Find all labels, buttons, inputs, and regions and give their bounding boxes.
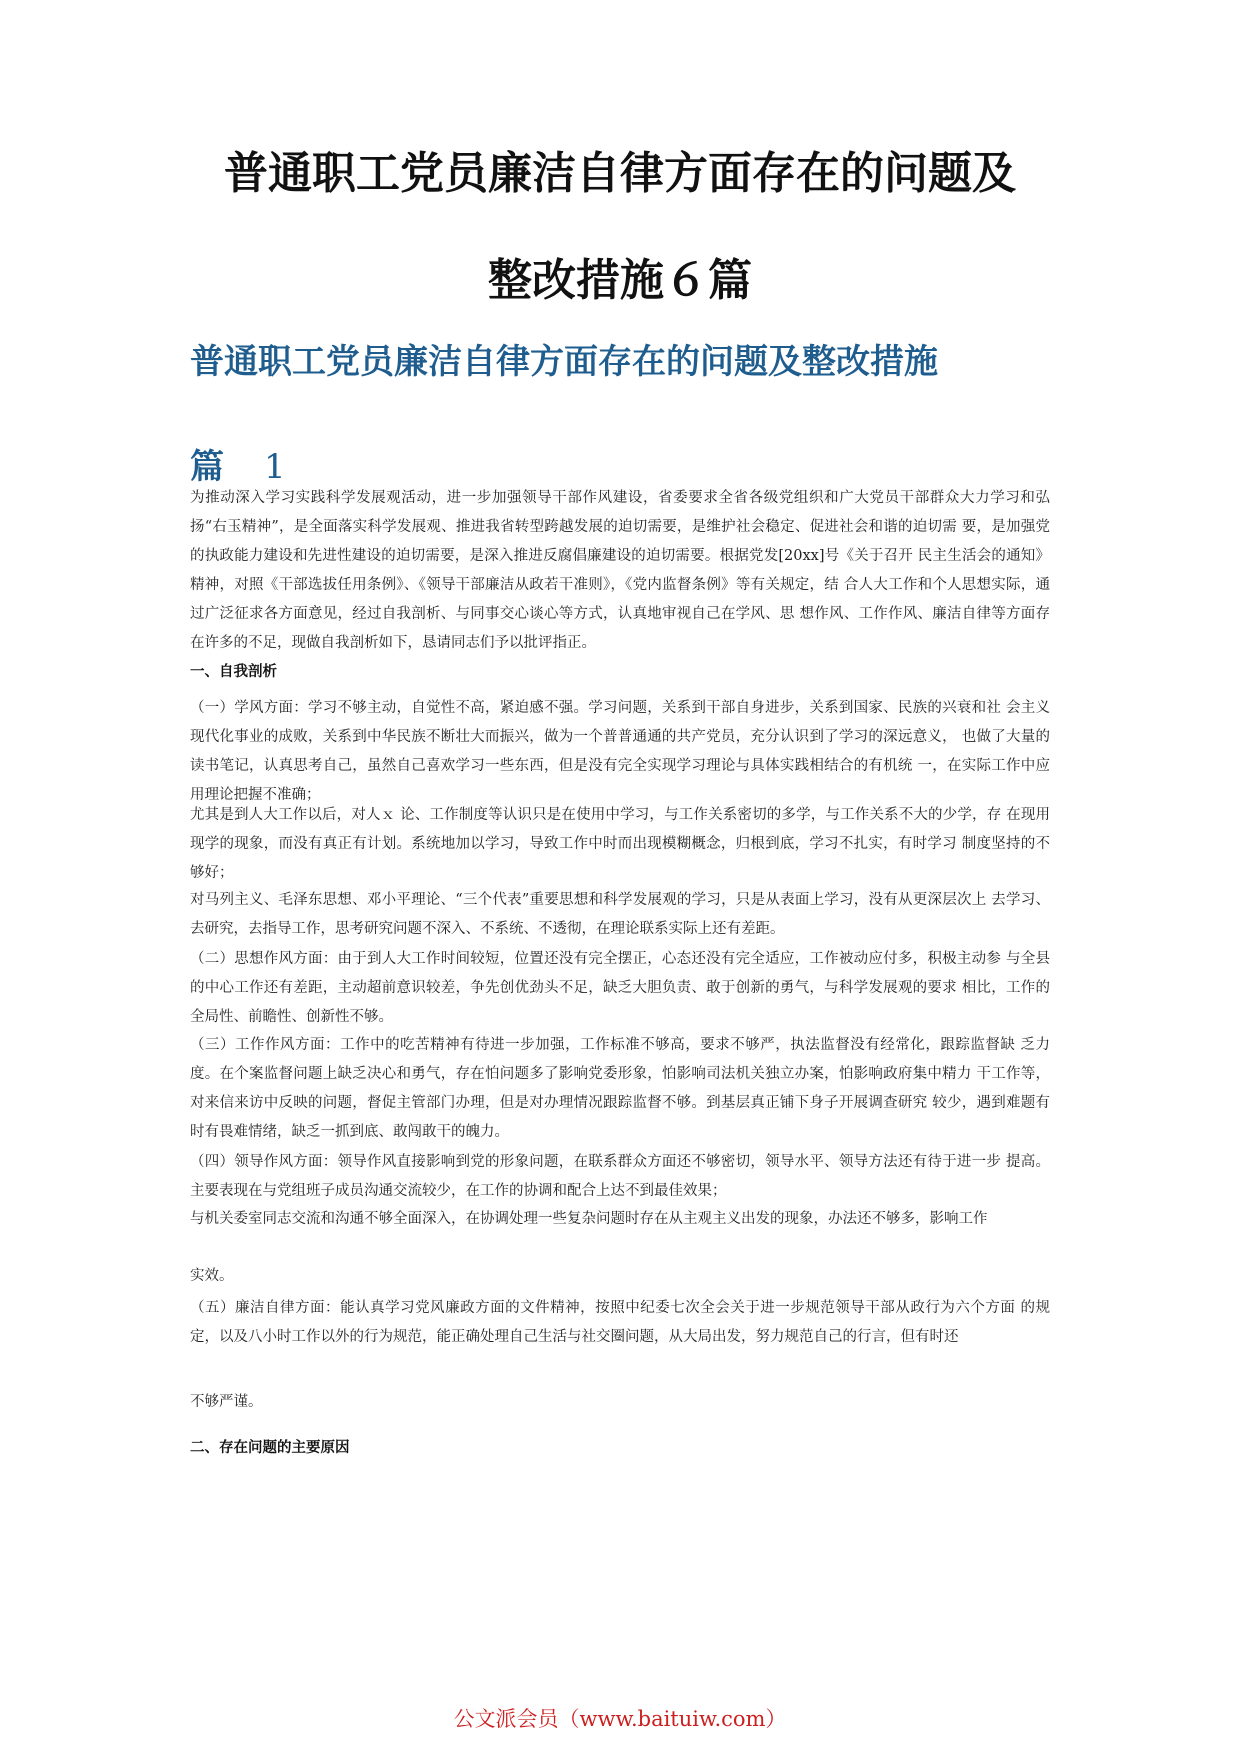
section-title: 普通职工党员廉洁自律方面存在的问题及整改措施 bbox=[190, 342, 938, 382]
document-title-line1: 普通职工党员廉洁自律方面存在的问题及 bbox=[224, 148, 1016, 199]
paragraph-study-style: （一）学风方面：学习不够主动，自觉性不高，紧迫感不强。学习问题，关系到干部自身进步，关系到国家、民族的兴衰和社 会主义现代化事业的成败，关系到中华民族不断壮大而振兴，做为一个普普通通的共产党员，充分认识到了学习的深远意义， 也做了大量的读书笔记，认真思考自己，虽然自己喜欢学习一些东西，但是没有完全实现学习理论与具体实践相结合的有机统 一，在实际工作中应用理论把握不准确； bbox=[190, 700, 1050, 803]
paragraph-communication: 与机关委室同志交流和沟通不够全面深入，在协调处理一些复杂问题时存在从主观主义出发的现象，办法还不够多，影响工作 bbox=[190, 1211, 988, 1227]
paragraph-study-detail: 尤其是到人大工作以后，对人ｘ 论、工作制度等认识只是在使用中学习，与工作关系密切的多学，与工作关系不大的少学，存 在现用现学的现象，而没有真正有计划。系统地加以学习，导致工作中时而出现模糊概念，归根到底，学习不扎实，有时学习 制度坚持的不够好； bbox=[190, 807, 1050, 881]
document-title-line2: 整改措施６篇 bbox=[488, 255, 752, 306]
section-label bbox=[190, 447, 1090, 488]
heading-self-analysis: 一、自我剖析 bbox=[190, 664, 277, 680]
paragraph-work-style: （三）工作作风方面：工作中的吃苦精神有待进一步加强，工作标准不够高，要求不够严，执法监督没有经常化，跟踪监督缺 乏力度。在个案监督问题上缺乏决心和勇气，存在怕问题多了影响党委形象，怕影响司法机关独立办案，怕影响政府集中精力 干工作等，对来信来访中反映的问题，督促主管部门办理，但是对办理情况跟踪监督不够。到基层真正铺下身子开展调查研究 较少，遇到难题有时有畏难情绪，缺乏一抓到底、敢闯敢干的魄力。 bbox=[190, 1037, 1050, 1140]
section-number: 1 bbox=[264, 447, 286, 487]
paragraph-leadership-style: （四）领导作风方面：领导作风直接影响到党的形象问题，在联系群众方面还不够密切，领导水平、领导方法还有待于进一步 提高。主要表现在与党组班子成员沟通交流较少，在工作的协调和配合上达不到最佳效果； bbox=[190, 1154, 1050, 1199]
intro-paragraph: 为推动深入学习实践科学发展观活动，进一步加强领导干部作风建设，省委要求全省各级党组织和广大党员干部群众大力学习和弘扬“右玉精神”，是全面落实科学发展观、推进我省转型跨越发展的迫切需要，是维护社会稳定、促进社会和谐的迫切需 要，是加强党的执政能力建设和先进性建设的迫切需要，是深入推进反腐倡廉建设的迫切需要。根据党发[20xx]号《关于召开 民主生活会的通知》精神，对照《干部选拔任用条例》、《领导干部廉洁从政若干准则》，《党内监督条例》等有关规定，结 合人大工作和个人思想实际，通过广泛征求各方面意见，经过自我剖析、与同事交心谈心等方式，认真地审视自己在学风、思 想作风、工作作风、廉洁自律等方面存在许多的不足，现做自我剖析如下，恳请同志们予以批评指正。 bbox=[190, 490, 1050, 651]
paragraph-integrity: （五）廉洁自律方面：能认真学习党风廉政方面的文件精神，按照中纪委七次全会关于进一步规范领导干部从政行为六个方面 的规定，以及八小时工作以外的行为规范，能正确处理自己生活与社交圈问题，从大局出发，努力规范自己的行言，但有时还 bbox=[190, 1300, 1050, 1345]
paragraph-thought-style: （二）思想作风方面：由于到人大工作时间较短，位置还没有完全摆正，心态还没有完全适应，工作被动应付多，积极主动参 与全县的中心工作还有差距，主动超前意识较差，争先创优劲头不足，缺乏大胆负责、敢于创新的勇气，与科学发展观的要求 相比，工作的全局性、前瞻性、创新性不够。 bbox=[190, 951, 1050, 1025]
footer-watermark: 公文派会员（www.baituiw.com） bbox=[453, 1707, 787, 1731]
heading-main-causes: 二、存在问题的主要原因 bbox=[190, 1440, 350, 1456]
paragraph-communication-end: 实效。 bbox=[190, 1268, 234, 1284]
section-label-text: 篇 bbox=[190, 447, 224, 487]
paragraph-theory-study: 对马列主义、毛泽东思想、邓小平理论、“三个代表”重要思想和科学发展观的学习，只是从表面上学习，没有从更深层次上 去学习、去研究，去指导工作，思考研究问题不深入、不系统、不透彻，在理论联系实际上还有差距。 bbox=[190, 892, 1050, 937]
paragraph-integrity-end: 不够严谨。 bbox=[190, 1394, 263, 1410]
